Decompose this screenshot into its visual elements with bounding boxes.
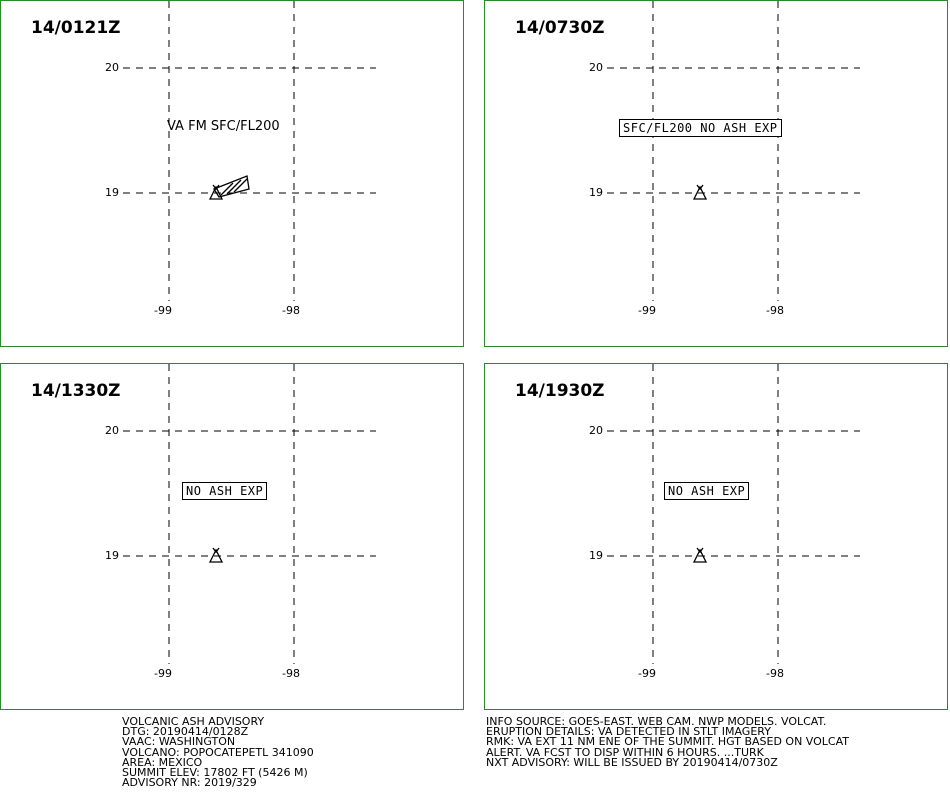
lat-label-bottom: 19 bbox=[105, 186, 119, 199]
lon-label-left: -99 bbox=[154, 667, 172, 680]
lon-label-right: -98 bbox=[282, 667, 300, 680]
lat-label-bottom: 19 bbox=[105, 549, 119, 562]
map-grid bbox=[485, 1, 949, 348]
map-grid bbox=[1, 364, 465, 711]
advisory-line: INFO SOURCE: GOES-EAST. WEB CAM. NWP MODELS. VOLCAT. bbox=[486, 715, 827, 728]
va-height-text: VA FM SFC/FL200 bbox=[167, 119, 280, 134]
advisory-line: ERUPTION DETAILS: VA DETECTED IN STLT IMAGERY bbox=[486, 725, 771, 739]
panel-time: 14/0730Z bbox=[515, 18, 605, 38]
advisory-line: ADVISORY NR: 2019/329 bbox=[122, 776, 257, 790]
advisory-line: VOLCANO: POPOCATEPETL 341090 bbox=[122, 745, 314, 759]
advisory-details-right bbox=[486, 717, 849, 768]
lat-label-bottom: 19 bbox=[589, 549, 603, 562]
map-grid bbox=[1, 1, 465, 348]
no-ash-box: NO ASH EXP bbox=[664, 482, 749, 500]
lon-label-right: -98 bbox=[282, 304, 300, 317]
map-grid bbox=[485, 364, 949, 711]
panel-time: 14/1330Z bbox=[31, 381, 121, 401]
advisory-line: VAAC: WASHINGTON bbox=[122, 735, 236, 749]
panel-time: 14/0121Z bbox=[31, 18, 121, 38]
lon-label-left: -99 bbox=[638, 667, 656, 680]
panel-time: 14/1930Z bbox=[515, 381, 605, 401]
no-ash-box: NO ASH EXP bbox=[182, 482, 267, 500]
lon-label-left: -99 bbox=[154, 304, 172, 317]
volcano-icon bbox=[694, 548, 706, 562]
lat-label-top: 20 bbox=[589, 61, 603, 74]
volcano-icon bbox=[210, 548, 222, 562]
lat-label-top: 20 bbox=[589, 424, 603, 437]
forecast-panel-3 bbox=[0, 363, 464, 710]
volcano-icon bbox=[694, 185, 706, 199]
advisory-line: SUMMIT ELEV: 17802 FT (5426 M) bbox=[122, 765, 308, 779]
forecast-panel-4 bbox=[484, 363, 948, 710]
lon-label-right: -98 bbox=[766, 304, 784, 317]
forecast-panel-2 bbox=[484, 0, 948, 347]
advisory-line: DTG: 20190414/0128Z bbox=[122, 725, 249, 739]
forecast-panel-1 bbox=[0, 0, 464, 347]
lat-label-bottom: 19 bbox=[589, 186, 603, 199]
lon-label-left: -99 bbox=[638, 304, 656, 317]
no-ash-box: SFC/FL200 NO ASH EXP bbox=[619, 119, 782, 137]
advisory-line: RMK: VA EXT 11 NM ENE OF THE SUMMIT. HGT BASED ON VOLCAT bbox=[486, 735, 849, 749]
lat-label-top: 20 bbox=[105, 424, 119, 437]
advisory-line: NXT ADVISORY: WILL BE ISSUED BY 20190414/0730Z bbox=[486, 755, 778, 769]
advisory-header-left bbox=[122, 717, 314, 788]
advisory-line: AREA: MEXICO bbox=[122, 755, 203, 769]
lon-label-right: -98 bbox=[766, 667, 784, 680]
advisory-line: VOLCANIC ASH ADVISORY bbox=[122, 715, 265, 728]
lat-label-top: 20 bbox=[105, 61, 119, 74]
advisory-line: ALERT. VA FCST TO DISP WITHIN 6 HOURS. ...TURK bbox=[486, 745, 764, 759]
